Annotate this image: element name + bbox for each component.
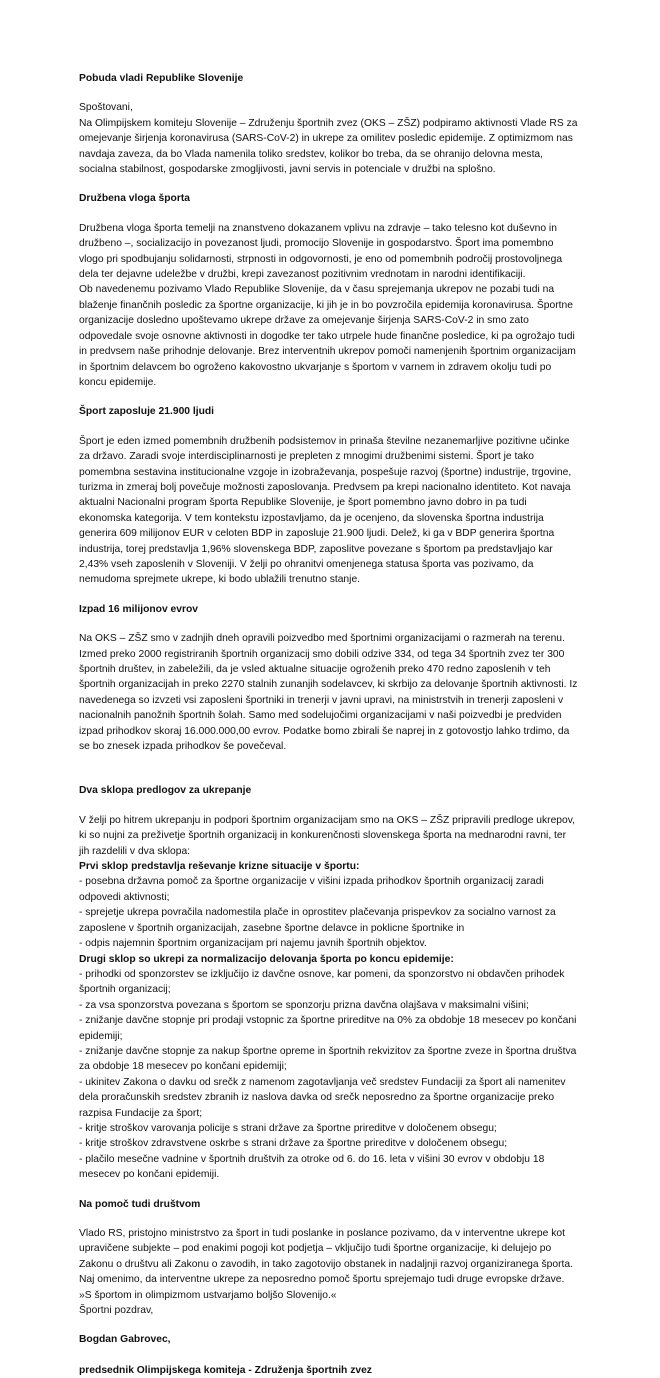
group2-item: - znižanje davčne stopnje pri prodaji vstopnic za športne prireditve na 0% za obdobje 18 mesecev po končani epidemiji; bbox=[79, 1015, 577, 1042]
closing-greeting: Športni pozdrav, bbox=[79, 1305, 154, 1317]
salutation: Spoštovani, bbox=[79, 102, 133, 114]
signature-role: predsednik Olimpijskega komiteja - Združenja športnih zvez bbox=[79, 1364, 372, 1376]
group2-item: - plačilo mesečne vadnine v športnih društvih za otroke od 6. do 16. leta v višini 30 evrov v obdobju 18 mesecev po končani epidemiji. bbox=[79, 1153, 545, 1181]
group2-item: - znižanje davčne stopnje za nakup športne opreme in športnih rekvizitov za športne zveze in športna društva za obdobje 18 mesecev po končani epidemiji; bbox=[79, 1045, 577, 1073]
section-heading-employment: Šport zaposluje 21.900 ljudi bbox=[79, 406, 215, 418]
document-page bbox=[79, 71, 579, 1378]
group1-item: - odpis najemnin športnim organizacijam pri najemu javnih športnih objektov. bbox=[79, 938, 427, 950]
revenue-loss-paragraph: Na OKS – ZŠZ smo v zadnjih dneh opravili poizvedbo med športnimi organizacijami o razmerah na terenu. Izmed preko 2000 registriranih športnih organizacij smo dobili odzive 334, od tega 34 športnih zvez ter 300 športnih društev, in zabeležili, da je vsled aktualne situacije ogroženih preko 470 redno zaposlenih v teh športnih organizacijah in preko 2270 stalnih zunanjih sodelavcev, ki skrbijo za delovanje športnih aktivnosti. Iz navedenega so izvzeti vsi zaposleni športniki in trenerji v javni upravi, na ministrstvih in trenerji zaposleni v nacionalnih panožnih športnih šolah. Samo med sodelujočimi organizacijami v naši poizvedbi je predviden izpad prihodkov skoraj 16.000.000,00 evrov. Podatke bomo zbirali še naprej in z gotovostjo lahko trdimo, da se bo znesek izpada prihodkov še povečeval. bbox=[79, 633, 578, 753]
proposals-intro: V želji po hitrem ukrepanju in podpori športnim organizacijam smo na OKS – ZŠZ pripravili predloge ukrepov, ki so nujni za preživetje športnih organizacij in konkurenčnosti slovenskega športa na mednarodni ravni, ter jih razdelili v dva sklopa: bbox=[79, 814, 576, 857]
group1-item: - sprejetje ukrepa povračila nadomestila plače in oprostitev plačevanja prispevkov za socialno varnost za zaposlene v športnih organizacijah, zasebne športne delavce in poklicne športnike in bbox=[79, 907, 556, 934]
signature-name: Bogdan Gabrovec, bbox=[79, 1334, 171, 1346]
group2-item: - kritje stroškov zdravstvene oskrbe s strani države za športne prireditve v določenem obsegu; bbox=[79, 1138, 508, 1150]
section-heading-proposals: Dva sklopa predlogov za ukrepanje bbox=[79, 785, 252, 797]
group2-item: - kritje stroškov varovanja policije s strani države za športne prireditve v določenem obsegu; bbox=[79, 1122, 497, 1134]
group2-item: - prihodki od sponzorstev se izključijo iz davčne osnove, kar pomeni, da sponzorstvo ni obdavčen prihodek športnih organizacij; bbox=[79, 968, 565, 996]
intro-paragraph: Na Olimpijskem komiteju Slovenije – Združenju športnih zvez (OKS – ZŠZ) podpiramo aktivnosti Vlade RS za omejevanje širjenja koronavirusa (SARS-CoV-2) in ukrepe za omilitev posledic epidemije. Z optimizmom nas navdaja zaveza, da bo Vlada namenila toliko sredstev, kolikor bo treba, da se ohranijo delovna mesta, socialna stabilnost, gospodarske zmogljivosti, javni servis in potenciale v družbi na splošno. bbox=[79, 117, 578, 176]
motto-quote: »S športom in olimpizmom ustvarjamo boljšo Slovenijo.« bbox=[79, 1289, 337, 1301]
associations-paragraph: Vlado RS, pristojno ministrstvo za šport in tudi poslanke in poslance pozivamo, da v interventne ukrepe kot upravičene subjekte – pod enakimi pogoji kot podjetja – vključijo tudi športne organizacije, ki delujejo po Zakonu o društvu ali Zakonu o zavodih, in tako zagotovijo obstanek in nadaljnji razvoj organiziranega športa. Naj omenimo, da interventne ukrepe za neposredno pomoč športu sprejemajo tudi druge evropske države. bbox=[79, 1228, 573, 1286]
section-heading-associations: Na pomoč tudi društvom bbox=[79, 1198, 201, 1210]
group1-title: Prvi sklop predstavlja reševanje krizne situacije v športu: bbox=[79, 861, 360, 873]
section-heading-social-role: Družbena vloga športa bbox=[79, 193, 190, 205]
social-role-paragraph-2: Ob navedenemu pozivamo Vlado Republike Slovenije, da v času sprejemanja ukrepov ne pozabi tudi na blaženje finančnih posledic za športne organizacije, ki jih je in bo povzročila epidemija koronavirusa. Športne organizacije dosledno upoštevamo ukrepe države za omejevanje širjenja SARS-CoV-2 in smo zato odpovedale svoje osnovne aktivnosti in dogodke ter tako utrpele hude finančne posledice, ki pa ogrožajo tudi in predvsem naše prihodnje delovanje. Brez interventnih ukrepov pomoči namenjenih športnim organizacijam in športnim delavcem bo ogroženo kakovostno ukvarjanje s športom v varnem in zdravem okolju tudi po koncu epidemije. bbox=[79, 284, 576, 388]
section-heading-revenue-loss: Izpad 16 milijonov evrov bbox=[79, 603, 199, 615]
section-spacer bbox=[79, 754, 579, 783]
group1-item: - posebna državna pomoč za športne organizacije v višini izpada prihodkov športnih organizacij zaradi odpovedi aktivnosti; bbox=[79, 876, 544, 903]
document-title: Pobuda vladi Republike Slovenije bbox=[79, 73, 244, 84]
signature-spacer bbox=[79, 1348, 579, 1363]
group2-item: - ukinitev Zakona o davku od srečk z namenom zagotavljanja več sredstev Fundaciji za šport ali namenitev dela proračunskih sredstev zbranih iz naslova davka od srečk neposredno za športne organizacije preko razpisa Fundacije za šport; bbox=[79, 1076, 566, 1119]
employment-paragraph: Šport je eden izmed pomembnih družbenih podsistemov in prinaša številne nezanemarljive pozitivne učinke za državo. Zaradi svoje interdisciplinarnosti je prepleten z mnogimi družbenimi sistemi. Šport je tako pomembna sestavina institucionalne vzgoje in izobraževanja, pospešuje razvoj (športne) industrije, trgovine, turizma in zmeraj bolj povečuje možnosti zaposlovanja. Predvsem pa krepi nacionalno identiteto. Kot navaja aktualni Nacionalni program športa Republike Slovenije, je šport pomembno javno dobro in pa tudi ekonomska kategorija. V tem kontekstu izpostavljamo, da je ocenjeno, da slovenska športna industrija generira 609 milijonov EUR v celoten BDP in zaposluje 21.900 ljudi. Delež, ki ga v BDP generira športna industrija, torej predstavlja 1,96% slovenskega BDP, zaposlitve povezane s športom pa predstavljajo kar 2,43% vseh zaposlenih v Sloveniji. V želji po ohranitvi omenjenega statusa športa vas pozivamo, da nemudoma sprejmete ukrepe, ki bodo ublažili trenutno stanje. bbox=[79, 435, 572, 586]
group2-title: Drugi sklop so ukrepi za normalizacijo delovanja športa po koncu epidemije: bbox=[79, 953, 454, 965]
group2-item: - za vsa sponzorstva povezana s športom se sponzorju prizna davčna olajšava v maksimalni višini; bbox=[79, 999, 529, 1011]
social-role-paragraph-1: Družbena vloga športa temelji na znanstveno dokazanem vplivu na zdravje – tako telesno kot duševno in družbeno –, socializacijo in povezanost ljudi, promocijo Slovenije in gospodarstvo. Šport ima pomembno vlogo pri spodbujanju solidarnosti, strpnosti in odgovornosti, je eno od pomembnih področij prostovoljnega dela ter dejavne udeležbe v družbi, krepi zavezanost pozitivnim vrednotam in narodni identifikaciji. bbox=[79, 222, 563, 281]
